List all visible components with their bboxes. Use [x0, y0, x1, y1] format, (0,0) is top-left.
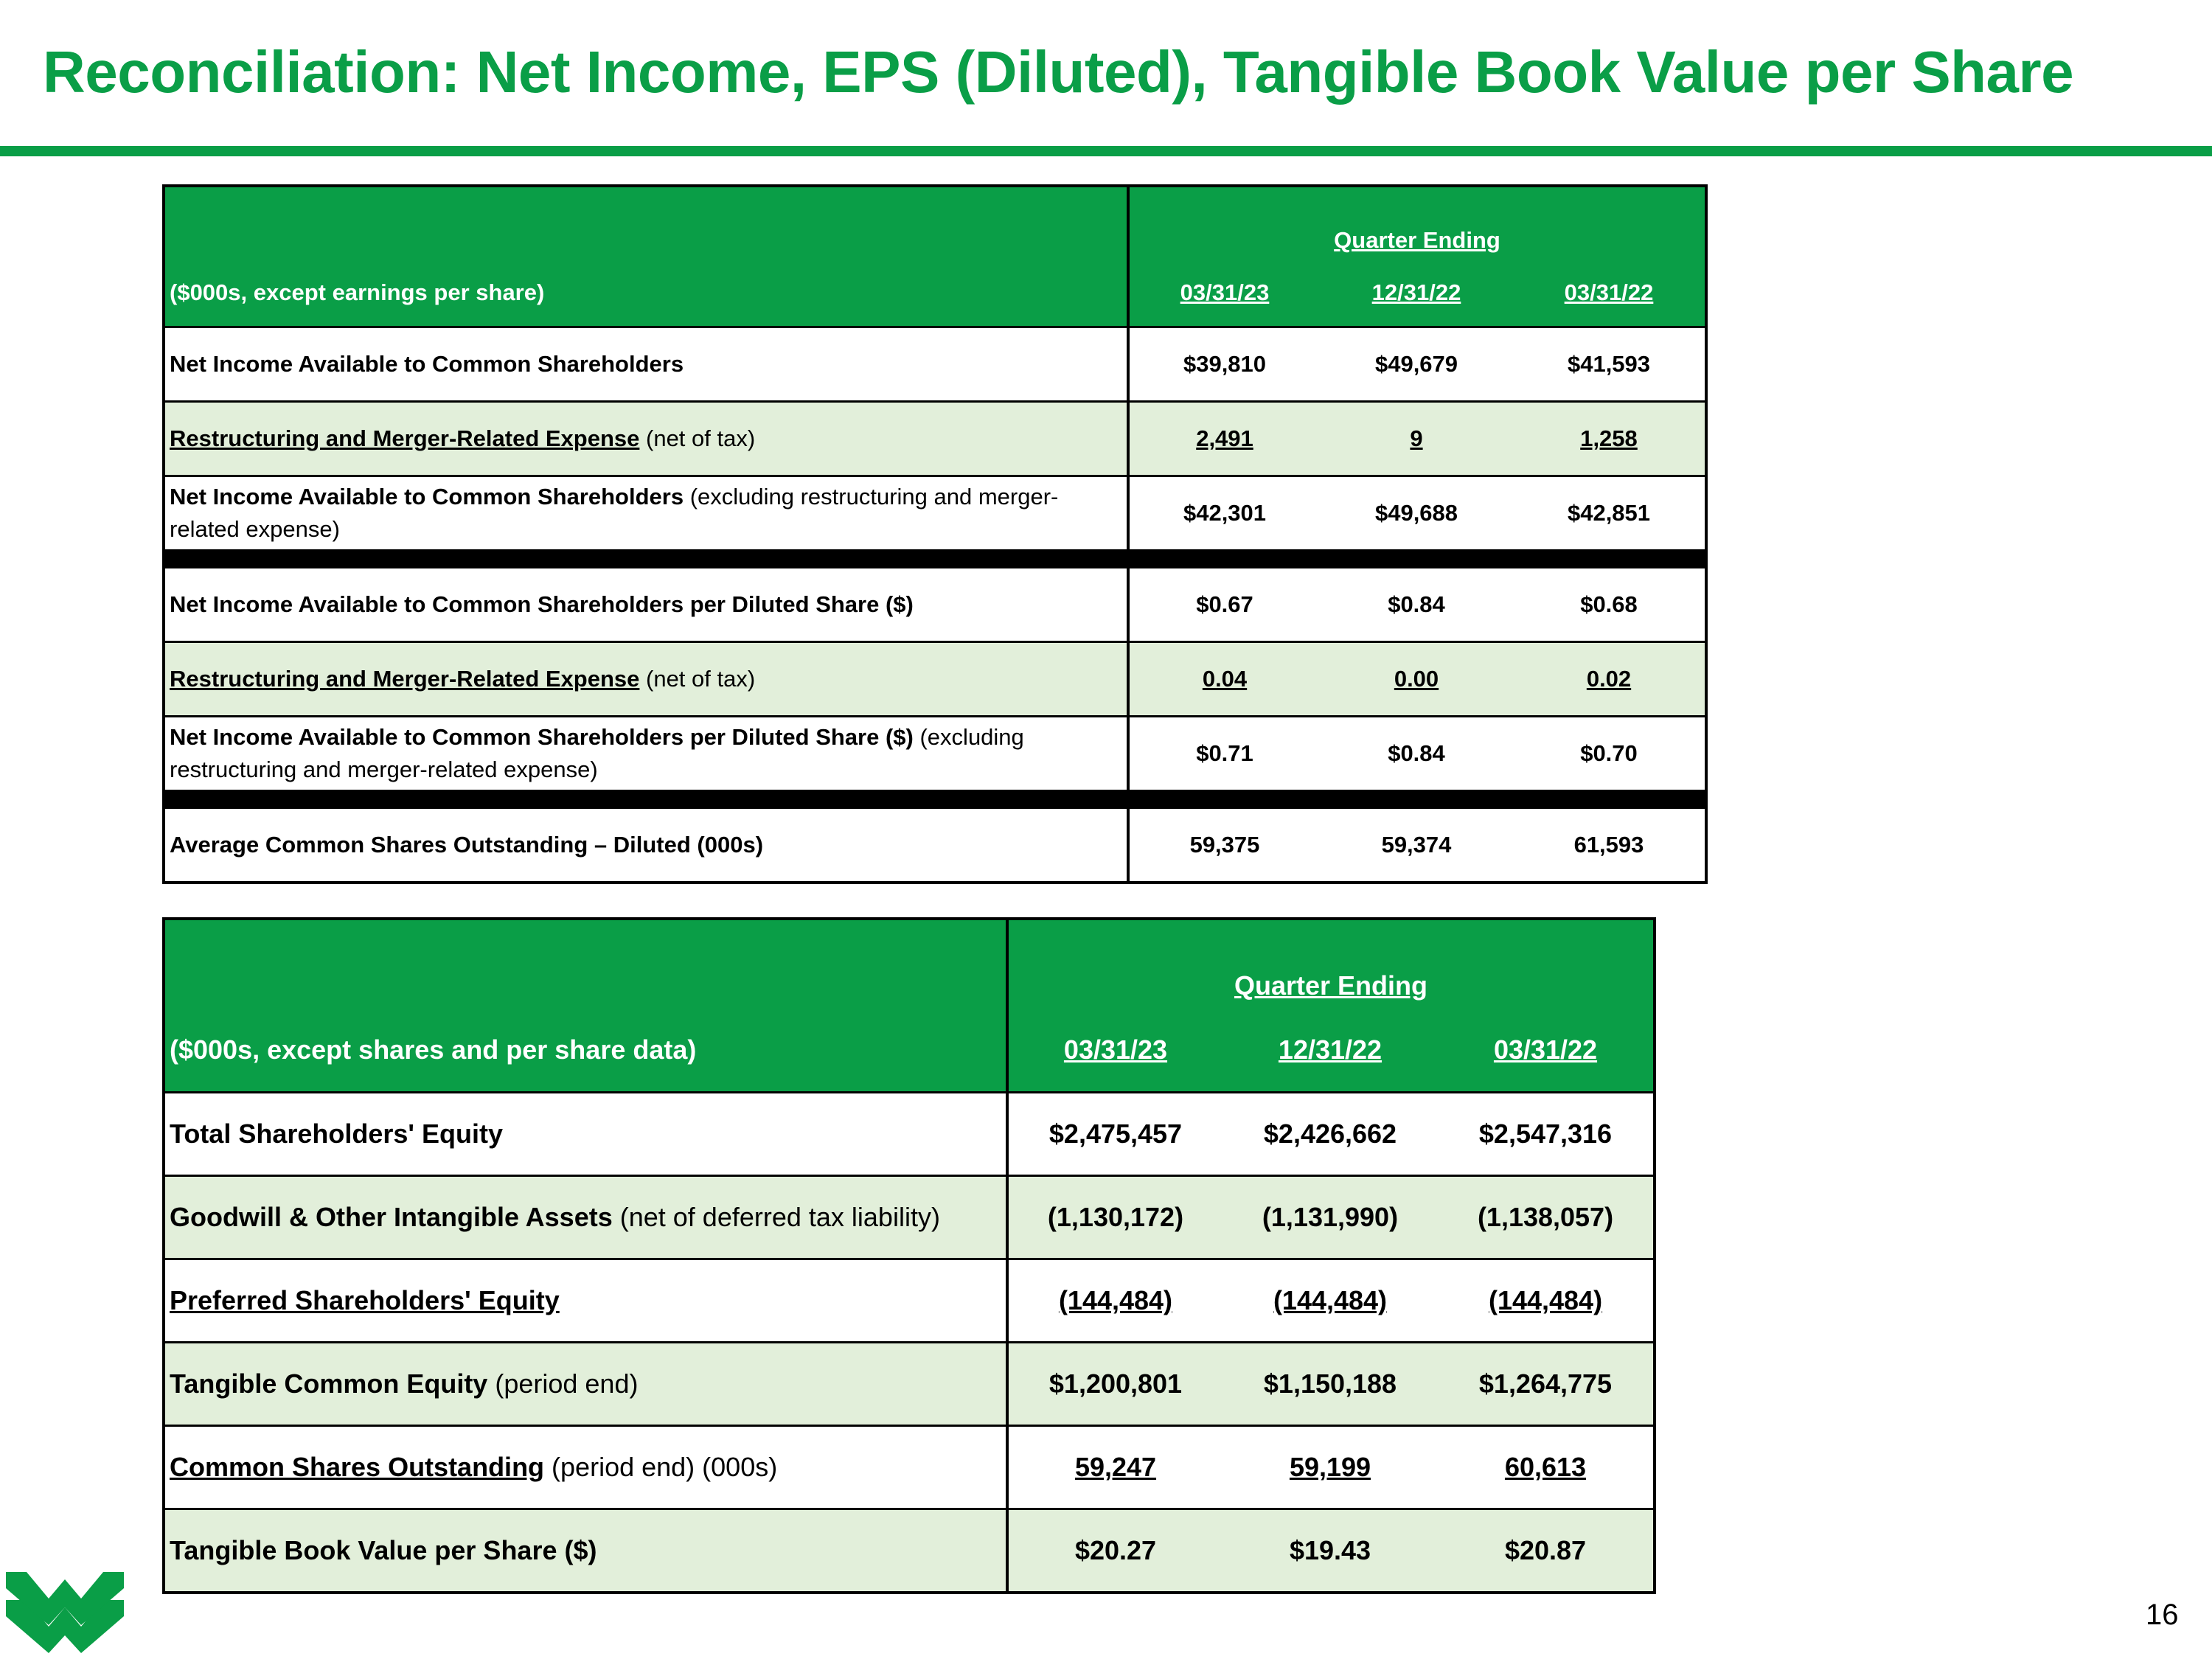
row-value: 61,593 [1513, 809, 1706, 883]
row-value: 59,247 [1007, 1426, 1222, 1509]
row-value: $19.43 [1222, 1509, 1438, 1593]
row-value: 9 [1320, 402, 1513, 476]
row-value: 59,374 [1320, 809, 1513, 883]
row-value: (1,131,990) [1222, 1176, 1438, 1259]
table-row [164, 1343, 1655, 1426]
table1-header-row-dates [164, 260, 1706, 327]
row-label-text: Net Income Available to Common Shareholders [170, 351, 684, 377]
row-label-note: (net of tax) [639, 666, 756, 692]
row-label [164, 568, 1128, 642]
table1-quarter-header: Quarter Ending [1128, 186, 1706, 260]
table2-header-row-dates [164, 1009, 1655, 1093]
row-label-text: Net Income Available to Common Shareholders [170, 484, 684, 509]
row-value: $20.27 [1007, 1509, 1222, 1593]
table-row [164, 1426, 1655, 1509]
table1-col-header: 03/31/23 [1128, 260, 1320, 327]
row-value: $0.71 [1128, 717, 1320, 790]
row-label-text: Restructuring and Merger-Related Expense [170, 425, 640, 451]
table1-header-row-quarter [164, 186, 1706, 260]
table-row [164, 476, 1706, 550]
row-label-text: Net Income Available to Common Shareholders per Diluted Share ($) [170, 724, 914, 750]
tangible-book-value-table [162, 917, 1656, 1594]
row-label-text: Restructuring and Merger-Related Expense [170, 666, 640, 692]
section-separator [164, 790, 1706, 809]
row-value: $41,593 [1513, 327, 1706, 402]
row-label-text: Goodwill & Other Intangible Assets [170, 1202, 613, 1232]
table1-unit-label: ($000s, except earnings per share) [164, 260, 1128, 327]
row-value: $1,200,801 [1007, 1343, 1222, 1426]
row-value: $20.87 [1438, 1509, 1655, 1593]
row-value: 60,613 [1438, 1426, 1655, 1509]
row-value: (1,138,057) [1438, 1176, 1655, 1259]
row-label-text: Net Income Available to Common Shareholders per Diluted Share ($) [170, 591, 914, 617]
row-label-text: Total Shareholders' Equity [170, 1119, 503, 1149]
row-label [164, 327, 1128, 402]
row-value: $39,810 [1128, 327, 1320, 402]
table-row [164, 327, 1706, 402]
table-row [164, 1259, 1655, 1343]
table2-col-header: 03/31/22 [1438, 1009, 1655, 1093]
row-label-text: Preferred Shareholders' Equity [170, 1285, 560, 1315]
table1-col-header: 12/31/22 [1320, 260, 1513, 327]
row-value: 59,375 [1128, 809, 1320, 883]
table2-quarter-header: Quarter Ending [1007, 919, 1655, 1009]
table-row [164, 1176, 1655, 1259]
row-label [164, 717, 1128, 790]
row-value: $1,264,775 [1438, 1343, 1655, 1426]
table1-col-header: 03/31/22 [1513, 260, 1706, 327]
table2-unit-label: ($000s, except shares and per share data) [164, 1009, 1007, 1093]
row-label-note: (excluding restructuring and merger-related expense) [170, 484, 1059, 542]
table-row [164, 809, 1706, 883]
table-row [164, 1509, 1655, 1593]
table2-col-header: 12/31/22 [1222, 1009, 1438, 1093]
row-value: $2,426,662 [1222, 1093, 1438, 1176]
row-value: (144,484) [1007, 1259, 1222, 1343]
row-label [164, 1509, 1007, 1593]
row-value: $1,150,188 [1222, 1343, 1438, 1426]
row-value: (1,130,172) [1007, 1176, 1222, 1259]
row-value: $0.84 [1320, 717, 1513, 790]
row-label [164, 1093, 1007, 1176]
row-label-note: (net of deferred tax liability) [612, 1202, 940, 1232]
row-label-text: Tangible Book Value per Share ($) [170, 1535, 597, 1565]
page-number: 16 [2146, 1599, 2179, 1631]
row-value: $0.67 [1128, 568, 1320, 642]
row-label-note: (period end) [487, 1368, 639, 1399]
row-label [164, 402, 1128, 476]
table2-col-header: 03/31/23 [1007, 1009, 1222, 1093]
table-row [164, 642, 1706, 717]
row-label-note: (excluding restructuring and merger-related expense) [170, 724, 1024, 782]
row-label [164, 1426, 1007, 1509]
page-title: Reconciliation: Net Income, EPS (Diluted), Tangible Book Value per Share [43, 39, 2074, 105]
row-label [164, 809, 1128, 883]
row-value: $49,688 [1320, 476, 1513, 550]
row-value: $2,547,316 [1438, 1093, 1655, 1176]
row-value: (144,484) [1222, 1259, 1438, 1343]
row-label-text: Common Shares Outstanding [170, 1452, 545, 1482]
row-value: $42,851 [1513, 476, 1706, 550]
table2-header-row-quarter [164, 919, 1655, 1009]
row-value: (144,484) [1438, 1259, 1655, 1343]
row-value: 0.02 [1513, 642, 1706, 717]
row-label [164, 1176, 1007, 1259]
row-label [164, 1259, 1007, 1343]
row-value: 1,258 [1513, 402, 1706, 476]
row-value: $49,679 [1320, 327, 1513, 402]
row-label [164, 642, 1128, 717]
row-value: $42,301 [1128, 476, 1320, 550]
table-row [164, 717, 1706, 790]
row-label-text: Average Common Shares Outstanding – Diluted (000s) [170, 832, 764, 858]
row-label-text: Tangible Common Equity [170, 1368, 488, 1399]
section-separator [164, 549, 1706, 568]
row-value: 0.04 [1128, 642, 1320, 717]
table-row [164, 568, 1706, 642]
title-divider [0, 146, 2212, 156]
row-value: 59,199 [1222, 1426, 1438, 1509]
row-value: $0.68 [1513, 568, 1706, 642]
row-value: 2,491 [1128, 402, 1320, 476]
row-value: 0.00 [1320, 642, 1513, 717]
net-income-eps-table [162, 184, 1708, 884]
row-label-note: (period end) (000s) [544, 1452, 778, 1482]
table-row [164, 1093, 1655, 1176]
table-row [164, 402, 1706, 476]
row-label [164, 1343, 1007, 1426]
row-value: $2,475,457 [1007, 1093, 1222, 1176]
table1-header-blank [164, 186, 1128, 260]
row-label-note: (net of tax) [639, 425, 756, 451]
webster-w-logo-icon [6, 1572, 124, 1653]
row-label [164, 476, 1128, 550]
row-value: $0.84 [1320, 568, 1513, 642]
table2-header-blank [164, 919, 1007, 1009]
row-value: $0.70 [1513, 717, 1706, 790]
